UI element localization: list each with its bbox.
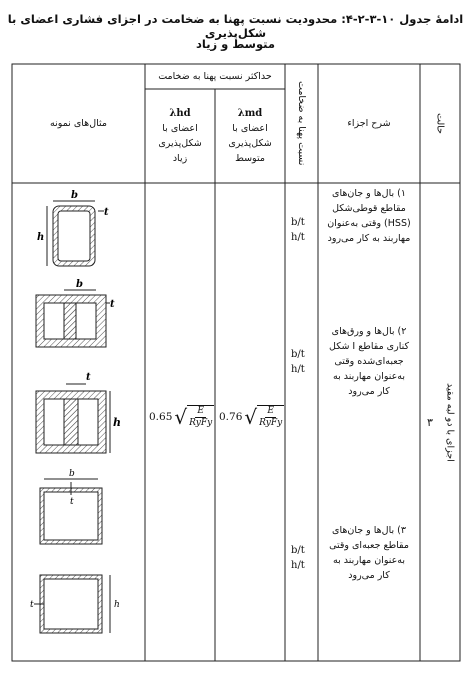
box-section-h-sketch xyxy=(30,575,120,633)
part-2-ratio: b/t h/t xyxy=(291,349,305,375)
row-group: اجزای با دو لبه مقید xyxy=(444,382,456,462)
part-3-description: ۳) بال‌ها و جان‌های مقاطع جعبه‌ای وقتی به‌عنوان مهاربند به کار می‌رود xyxy=(329,525,409,581)
header-description: شرح اجزاء xyxy=(347,118,391,129)
lambda-hd-symbol: λhd xyxy=(169,108,191,119)
header-examples: مثال‌های نمونه xyxy=(50,118,107,129)
lambda-md-symbol: λmd xyxy=(237,108,263,119)
svg-text:b: b xyxy=(71,190,78,201)
hss-section-sketch xyxy=(37,190,109,266)
table-title: ادامهٔ جدول ۱۰-۳-۲-۴: محدودیت نسبت پهنا به ضخامت در اجزای فشاری اعضای با شکل‌پذیری xyxy=(7,12,464,40)
formula-high: 0.65 √ $\frac{E}{\text{RyFy}}$ xyxy=(149,405,213,429)
header-ratio: نسبت پهنا به ضخامت xyxy=(296,81,307,166)
svg-text:h: h xyxy=(113,416,121,429)
svg-text:t: t xyxy=(104,207,109,218)
svg-text:t: t xyxy=(110,299,115,310)
box-section-b-sketch xyxy=(40,469,102,544)
table-title-continued: متوسط و زیاد xyxy=(196,37,275,51)
boxed-i-section-sketch xyxy=(36,279,115,347)
boxed-i-section-h-sketch xyxy=(36,372,121,453)
part-1-description: ۱) بال‌ها و جان‌های مقاطع قوطی‌شکل (HSS) وقتی به‌عنوان مهاربند به کار می‌رود xyxy=(327,188,411,244)
svg-text:t: t xyxy=(30,600,34,610)
svg-text:h: h xyxy=(37,232,45,243)
svg-text:h: h xyxy=(114,600,120,610)
svg-text:t: t xyxy=(86,372,91,383)
svg-text:b: b xyxy=(69,469,75,479)
header-case: حالت xyxy=(434,113,446,134)
moderate-label: اعضای با شکل‌پذیری متوسط xyxy=(228,123,272,164)
formula-moderate: 0.76 √ $\frac{E}{\text{RyFy}}$ xyxy=(219,405,283,429)
row-number: ۳ xyxy=(427,415,433,429)
part-1-ratio: b/t h/t xyxy=(291,217,305,243)
svg-text:t: t xyxy=(70,497,74,507)
part-2-description: ۲) بال‌ها و ورق‌های کناری مقاطع I شکل جعبه‌ای‌شده وقتی به‌عنوان مهاربند به کار می‌رود xyxy=(329,326,409,397)
high-label: اعضای با شکل‌پذیری زیاد xyxy=(158,123,202,164)
sqrt-sign: √ xyxy=(174,405,188,429)
svg-text:b: b xyxy=(76,279,83,290)
header-limit: حداکثر نسبت پهنا به ضخامت xyxy=(158,71,272,82)
sqrt-sign: √ xyxy=(244,405,258,429)
part-3-ratio: b/t h/t xyxy=(291,545,305,571)
